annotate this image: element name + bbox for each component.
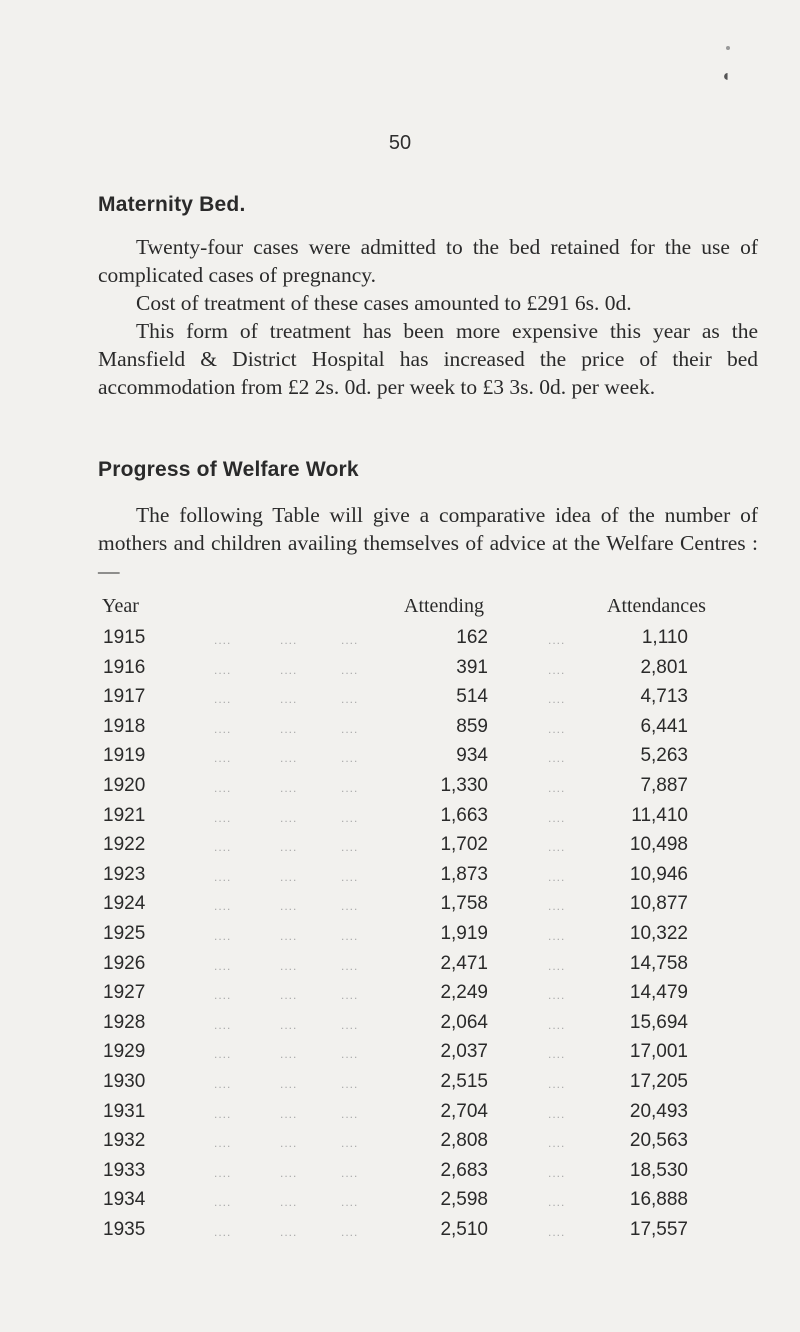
attending-cell: 1,330 [440, 774, 488, 796]
leader-dots: .... [341, 928, 359, 943]
year-cell: 1920 [103, 774, 146, 796]
table-row [98, 1010, 778, 1040]
leader-dots: .... [214, 1165, 232, 1180]
year-cell: 1933 [103, 1159, 146, 1181]
year-cell: 1922 [103, 834, 146, 856]
leader-dots: .... [214, 662, 232, 677]
year-cell: 1926 [103, 952, 146, 974]
leader-dots: .... [548, 633, 566, 647]
table-row [98, 743, 778, 773]
year-cell: 1915 [103, 627, 146, 648]
leader-dots: .... [341, 1017, 359, 1032]
attending-cell: 2,683 [440, 1159, 488, 1181]
leader-dots: .... [341, 840, 359, 855]
leader-dots: .... [214, 1106, 232, 1121]
attending-cell: 2,249 [440, 982, 488, 1004]
table-row [98, 951, 778, 981]
attending-cell: 514 [456, 686, 488, 708]
page-number: 50 [388, 132, 412, 154]
leader-dots: .... [548, 1106, 566, 1121]
leader-dots: .... [341, 869, 359, 884]
attendances-cell: 16,888 [629, 1189, 688, 1211]
leader-dots: .... [341, 1224, 359, 1239]
attending-cell: 2,704 [440, 1100, 488, 1122]
leader-dots: .... [341, 662, 359, 677]
attending-cell: 2,471 [440, 952, 488, 974]
table-row [98, 1069, 778, 1099]
year-cell: 1934 [103, 1189, 146, 1211]
table-header [98, 595, 778, 625]
table-row [98, 862, 778, 892]
attendances-cell: 17,557 [629, 1218, 688, 1240]
leader-dots: .... [548, 1195, 566, 1210]
leader-dots: .... [280, 988, 298, 1003]
table-row [98, 1158, 778, 1188]
attending-cell: 2,598 [440, 1189, 488, 1211]
attendances-cell: 4,713 [640, 686, 688, 708]
attendances-cell: 10,946 [629, 863, 688, 885]
leader-dots: .... [280, 1165, 298, 1180]
attending-cell: 1,873 [440, 863, 488, 885]
leader-dots: .... [341, 1165, 359, 1180]
leader-dots: .... [548, 1224, 566, 1239]
attending-cell: 2,064 [440, 1011, 488, 1033]
leader-dots: .... [214, 810, 232, 825]
year-cell: 1928 [103, 1011, 146, 1033]
leader-dots: .... [548, 988, 566, 1003]
leader-dots: .... [214, 869, 232, 884]
table-row [98, 773, 778, 803]
attending-cell: 391 [456, 656, 488, 678]
leader-dots: .... [548, 1047, 566, 1062]
paper-blemish-icon: ◖ [721, 68, 735, 86]
leader-dots: .... [280, 1017, 298, 1032]
leader-dots: .... [280, 721, 298, 736]
leader-dots: .... [214, 1136, 232, 1151]
leader-dots: .... [280, 869, 298, 884]
paragraph-treatment-cost: Cost of treatment of these cases amounted to £291 6s. 0d. [136, 291, 632, 315]
leader-dots: .... [548, 928, 566, 943]
leader-dots: .... [548, 1076, 566, 1091]
leader-dots: .... [280, 1106, 298, 1121]
leader-dots: .... [548, 958, 566, 973]
attendances-cell: 14,758 [629, 952, 688, 974]
leader-dots: .... [280, 928, 298, 943]
leader-dots: .... [280, 633, 298, 647]
leader-dots: .... [280, 958, 298, 973]
table-row [98, 625, 778, 655]
leader-dots: .... [548, 899, 566, 914]
leader-dots: .... [341, 899, 359, 914]
leader-dots: .... [548, 810, 566, 825]
leader-dots: .... [341, 1047, 359, 1062]
leader-dots: .... [214, 721, 232, 736]
attendances-cell: 1,110 [641, 627, 688, 648]
welfare-attendance-table [98, 595, 778, 1246]
attending-cell: 162 [456, 627, 488, 648]
column-header-attending: Attending [404, 595, 484, 617]
table-body [98, 625, 778, 1246]
attending-cell: 859 [456, 715, 488, 737]
year-cell: 1925 [103, 922, 146, 944]
year-cell: 1919 [103, 745, 146, 767]
leader-dots: .... [214, 840, 232, 855]
attending-cell: 934 [456, 745, 488, 767]
leader-dots: .... [341, 721, 359, 736]
leader-dots: .... [341, 958, 359, 973]
leader-dots: .... [280, 840, 298, 855]
year-cell: 1917 [103, 686, 146, 708]
leader-dots: .... [280, 751, 298, 766]
leader-dots: .... [214, 899, 232, 914]
leader-dots: .... [280, 899, 298, 914]
leader-dots: .... [280, 1224, 298, 1239]
leader-dots: .... [280, 780, 298, 795]
leader-dots: .... [548, 869, 566, 884]
heading-progress-welfare-work: Progress of Welfare Work [98, 458, 359, 481]
table-row [98, 714, 778, 744]
attendances-cell: 17,205 [629, 1070, 688, 1092]
leader-dots: .... [548, 840, 566, 855]
attendances-cell: 15,694 [629, 1011, 688, 1033]
leader-dots: .... [341, 633, 359, 647]
year-cell: 1930 [103, 1070, 146, 1092]
leader-dots: .... [548, 751, 566, 766]
leader-dots: .... [548, 692, 566, 707]
attendances-cell: 18,530 [629, 1159, 688, 1181]
leader-dots: .... [214, 780, 232, 795]
table-row [98, 803, 778, 833]
attending-cell: 1,702 [440, 834, 488, 856]
leader-dots: .... [214, 1195, 232, 1210]
paragraph-table-intro: The following Table will give a comparative idea of the number of mothers and children availing themselves of advice at the Welfare Centres :— [98, 503, 758, 583]
attendances-cell: 14,479 [629, 982, 688, 1004]
leader-dots: .... [280, 1076, 298, 1091]
table-row [98, 1099, 778, 1129]
attendances-cell: 20,563 [629, 1130, 688, 1152]
attendances-cell: 10,498 [629, 834, 688, 856]
leader-dots: .... [214, 633, 232, 647]
leader-dots: .... [214, 928, 232, 943]
leader-dots: .... [280, 1195, 298, 1210]
leader-dots: .... [214, 958, 232, 973]
table-row [98, 980, 778, 1010]
attendances-cell: 7,887 [640, 774, 688, 796]
attendances-cell: 10,877 [629, 893, 688, 915]
leader-dots: .... [341, 1076, 359, 1091]
attending-cell: 1,919 [440, 922, 488, 944]
leader-dots: .... [280, 662, 298, 677]
attendances-cell: 20,493 [629, 1100, 688, 1122]
year-cell: 1927 [103, 982, 146, 1004]
attending-cell: 2,037 [440, 1041, 488, 1063]
attendances-cell: 10,322 [629, 922, 688, 944]
table-row [98, 684, 778, 714]
leader-dots: .... [280, 692, 298, 707]
paragraph-expense-explanation: This form of treatment has been more expensive this year as the Mansfield & District Hospital has increased the price of their bed accommodation from £2 2s. 0d. per week to £3 3s. 0d. per week. [98, 319, 758, 399]
attendances-cell: 11,410 [631, 804, 688, 826]
year-cell: 1931 [103, 1100, 146, 1122]
table-row [98, 655, 778, 685]
leader-dots: .... [548, 780, 566, 795]
year-cell: 1929 [103, 1041, 146, 1063]
table-row [98, 1187, 778, 1217]
table-row [98, 1128, 778, 1158]
leader-dots: .... [548, 1017, 566, 1032]
table-row [98, 921, 778, 951]
heading-maternity-bed: Maternity Bed. [98, 193, 246, 216]
attendances-cell: 17,001 [629, 1041, 688, 1063]
year-cell: 1932 [103, 1130, 146, 1152]
year-cell: 1923 [103, 863, 146, 885]
year-cell: 1935 [103, 1218, 146, 1240]
attending-cell: 1,758 [440, 893, 488, 915]
leader-dots: .... [214, 692, 232, 707]
leader-dots: .... [214, 1047, 232, 1062]
leader-dots: .... [280, 1136, 298, 1151]
attendances-cell: 6,441 [640, 715, 688, 737]
leader-dots: .... [214, 1224, 232, 1239]
leader-dots: .... [548, 721, 566, 736]
year-cell: 1921 [103, 804, 146, 826]
year-cell: 1918 [103, 715, 146, 737]
attending-cell: 2,515 [440, 1070, 488, 1092]
paragraph-maternity-cases: Twenty-four cases were admitted to the bed retained for the use of complicated cases of pregnancy. [98, 235, 758, 287]
leader-dots: .... [548, 662, 566, 677]
column-header-year: Year [102, 595, 139, 617]
leader-dots: .... [341, 1106, 359, 1121]
leader-dots: .... [214, 988, 232, 1003]
attendances-cell: 2,801 [640, 656, 688, 678]
table-row [98, 1039, 778, 1069]
leader-dots: .... [280, 1047, 298, 1062]
leader-dots: .... [341, 1136, 359, 1151]
year-cell: 1916 [103, 656, 146, 678]
leader-dots: .... [341, 780, 359, 795]
leader-dots: .... [548, 1165, 566, 1180]
attending-cell: 2,510 [440, 1218, 488, 1240]
leader-dots: .... [280, 810, 298, 825]
leader-dots: .... [341, 751, 359, 766]
leader-dots: .... [341, 692, 359, 707]
column-header-attendances: Attendances [607, 595, 706, 617]
attending-cell: 2,808 [440, 1130, 488, 1152]
leader-dots: .... [214, 1076, 232, 1091]
leader-dots: .... [341, 810, 359, 825]
leader-dots: .... [214, 751, 232, 766]
table-row [98, 1217, 778, 1247]
leader-dots: .... [341, 988, 359, 1003]
attending-cell: 1,663 [440, 804, 488, 826]
table-row [98, 832, 778, 862]
leader-dots: .... [548, 1136, 566, 1151]
table-row [98, 891, 778, 921]
leader-dots: .... [214, 1017, 232, 1032]
attendances-cell: 5,263 [640, 745, 688, 767]
leader-dots: .... [341, 1195, 359, 1210]
year-cell: 1924 [103, 893, 146, 915]
